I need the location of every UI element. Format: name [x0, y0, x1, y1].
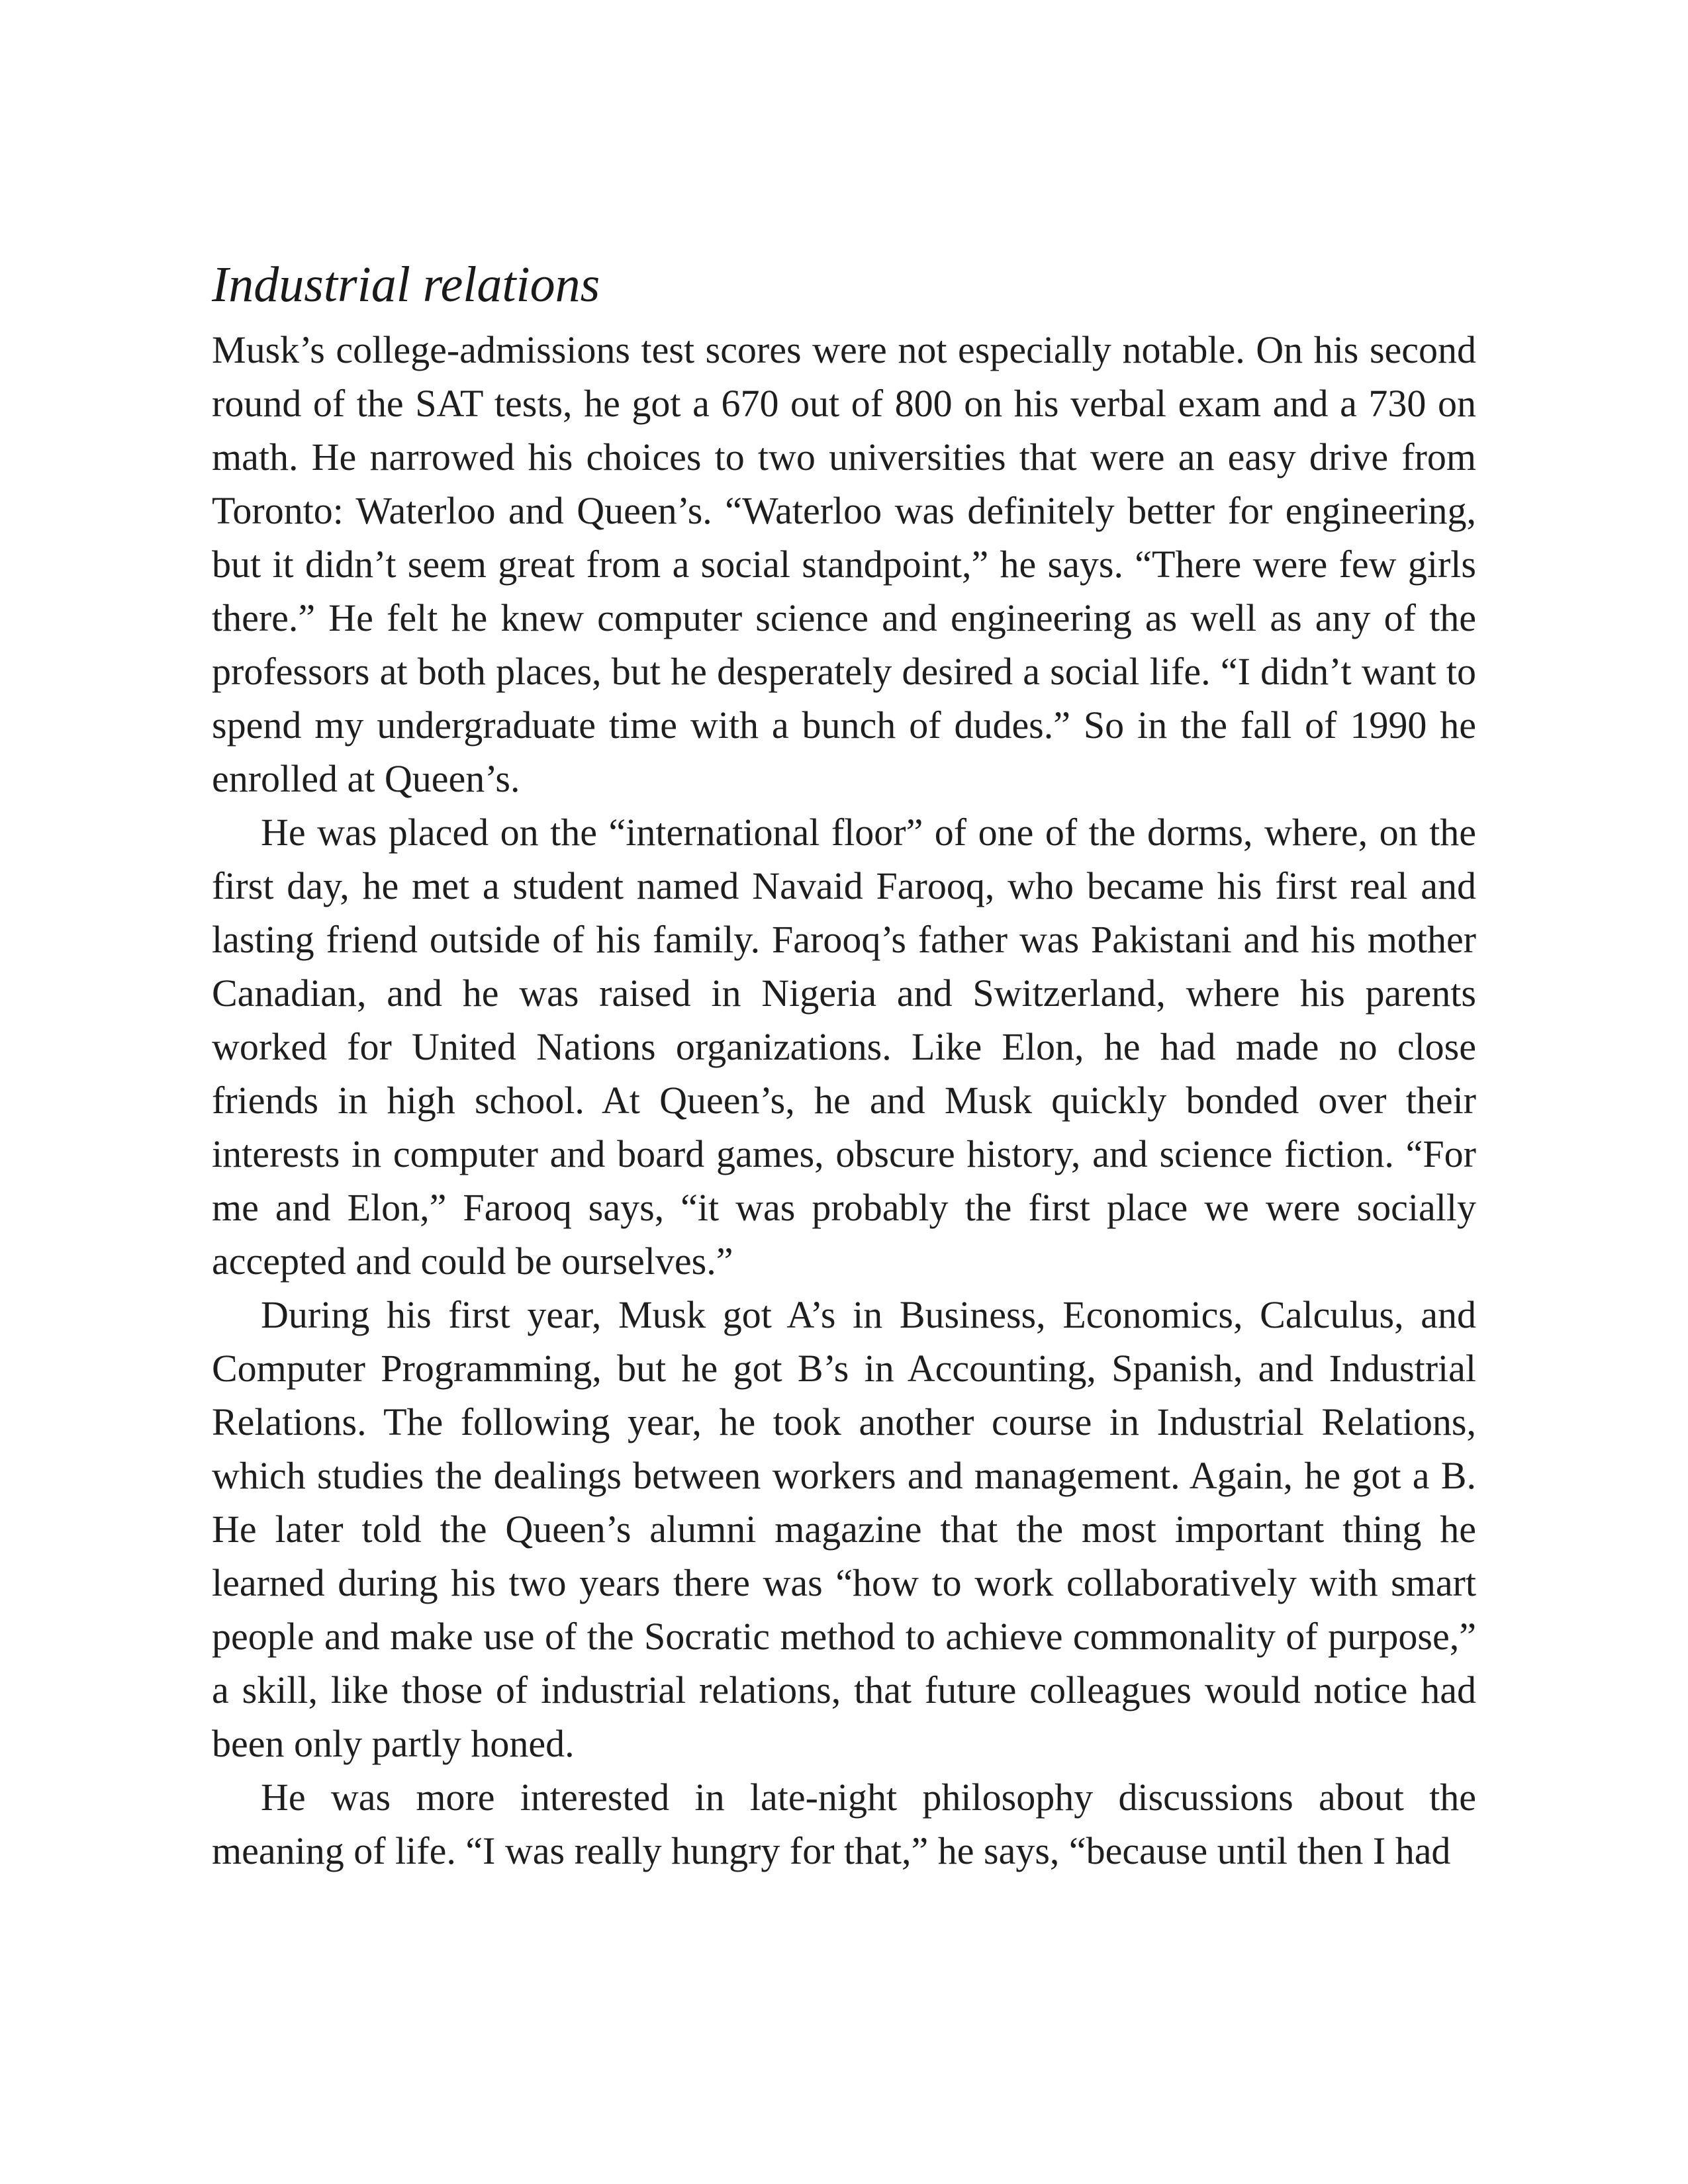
section-title: Industrial relations	[212, 257, 600, 312]
paragraph-3: During his first year, Musk got A’s in Business, Economics, Calculus, and Computer Programming, but he got B’s in Accounting, Spanish, and Industrial Relations. The following year, he took another course in Industrial Relations, which studies the dealings between workers and management. Again, he got a B. He later told the Queen’s alumni magazine that the most important thing he learned during his two years there was “how to work collaboratively with smart people and make use of the Socratic method to achieve commonality of purpose,” a skill, like those of industrial relations, that future colleagues would notice had been only partly honed.	[212, 1293, 1476, 1765]
paragraph-1: Musk’s college-admissions test scores were not especially notable. On his second round of the SAT tests, he got a 670 out of 800 on his verbal exam and a 730 on math. He narrowed his choices to two universities that were an easy drive from Toronto: Waterloo and Queen’s. “Waterloo was definitely better for engineering, but it didn’t seem great from a social standpoint,” he says. “There were few girls there.” He felt he knew computer science and engineering as well as any of the professors at both places, but he desperately desired a social life. “I didn’t want to spend my undergraduate time with a bunch of dudes.” So in the fall of 1990 he enrolled at Queen’s.	[212, 328, 1476, 800]
paragraph-2: He was placed on the “international floor” of one of the dorms, where, on the first day, he met a student named Navaid Farooq, who became his first real and lasting friend outside of his family. Farooq’s father was Pakistani and his mother Canadian, and he was raised in Nigeria and Switzerland, where his parents worked for United Nations organizations. Like Elon, he had made no close friends in high school. At Queen’s, he and Musk quickly bonded over their interests in computer and board games, obscure history, and science fiction. “For me and Elon,” Farooq says, “it was probably the first place we were socially accepted and could be ourselves.”	[212, 811, 1476, 1283]
paragraph-4: He was more interested in late-night philosophy discussions about the meaning of life. “I was really hungry for that,” he says, “because until then I had	[212, 1776, 1476, 1872]
page-body	[212, 251, 1476, 1878]
